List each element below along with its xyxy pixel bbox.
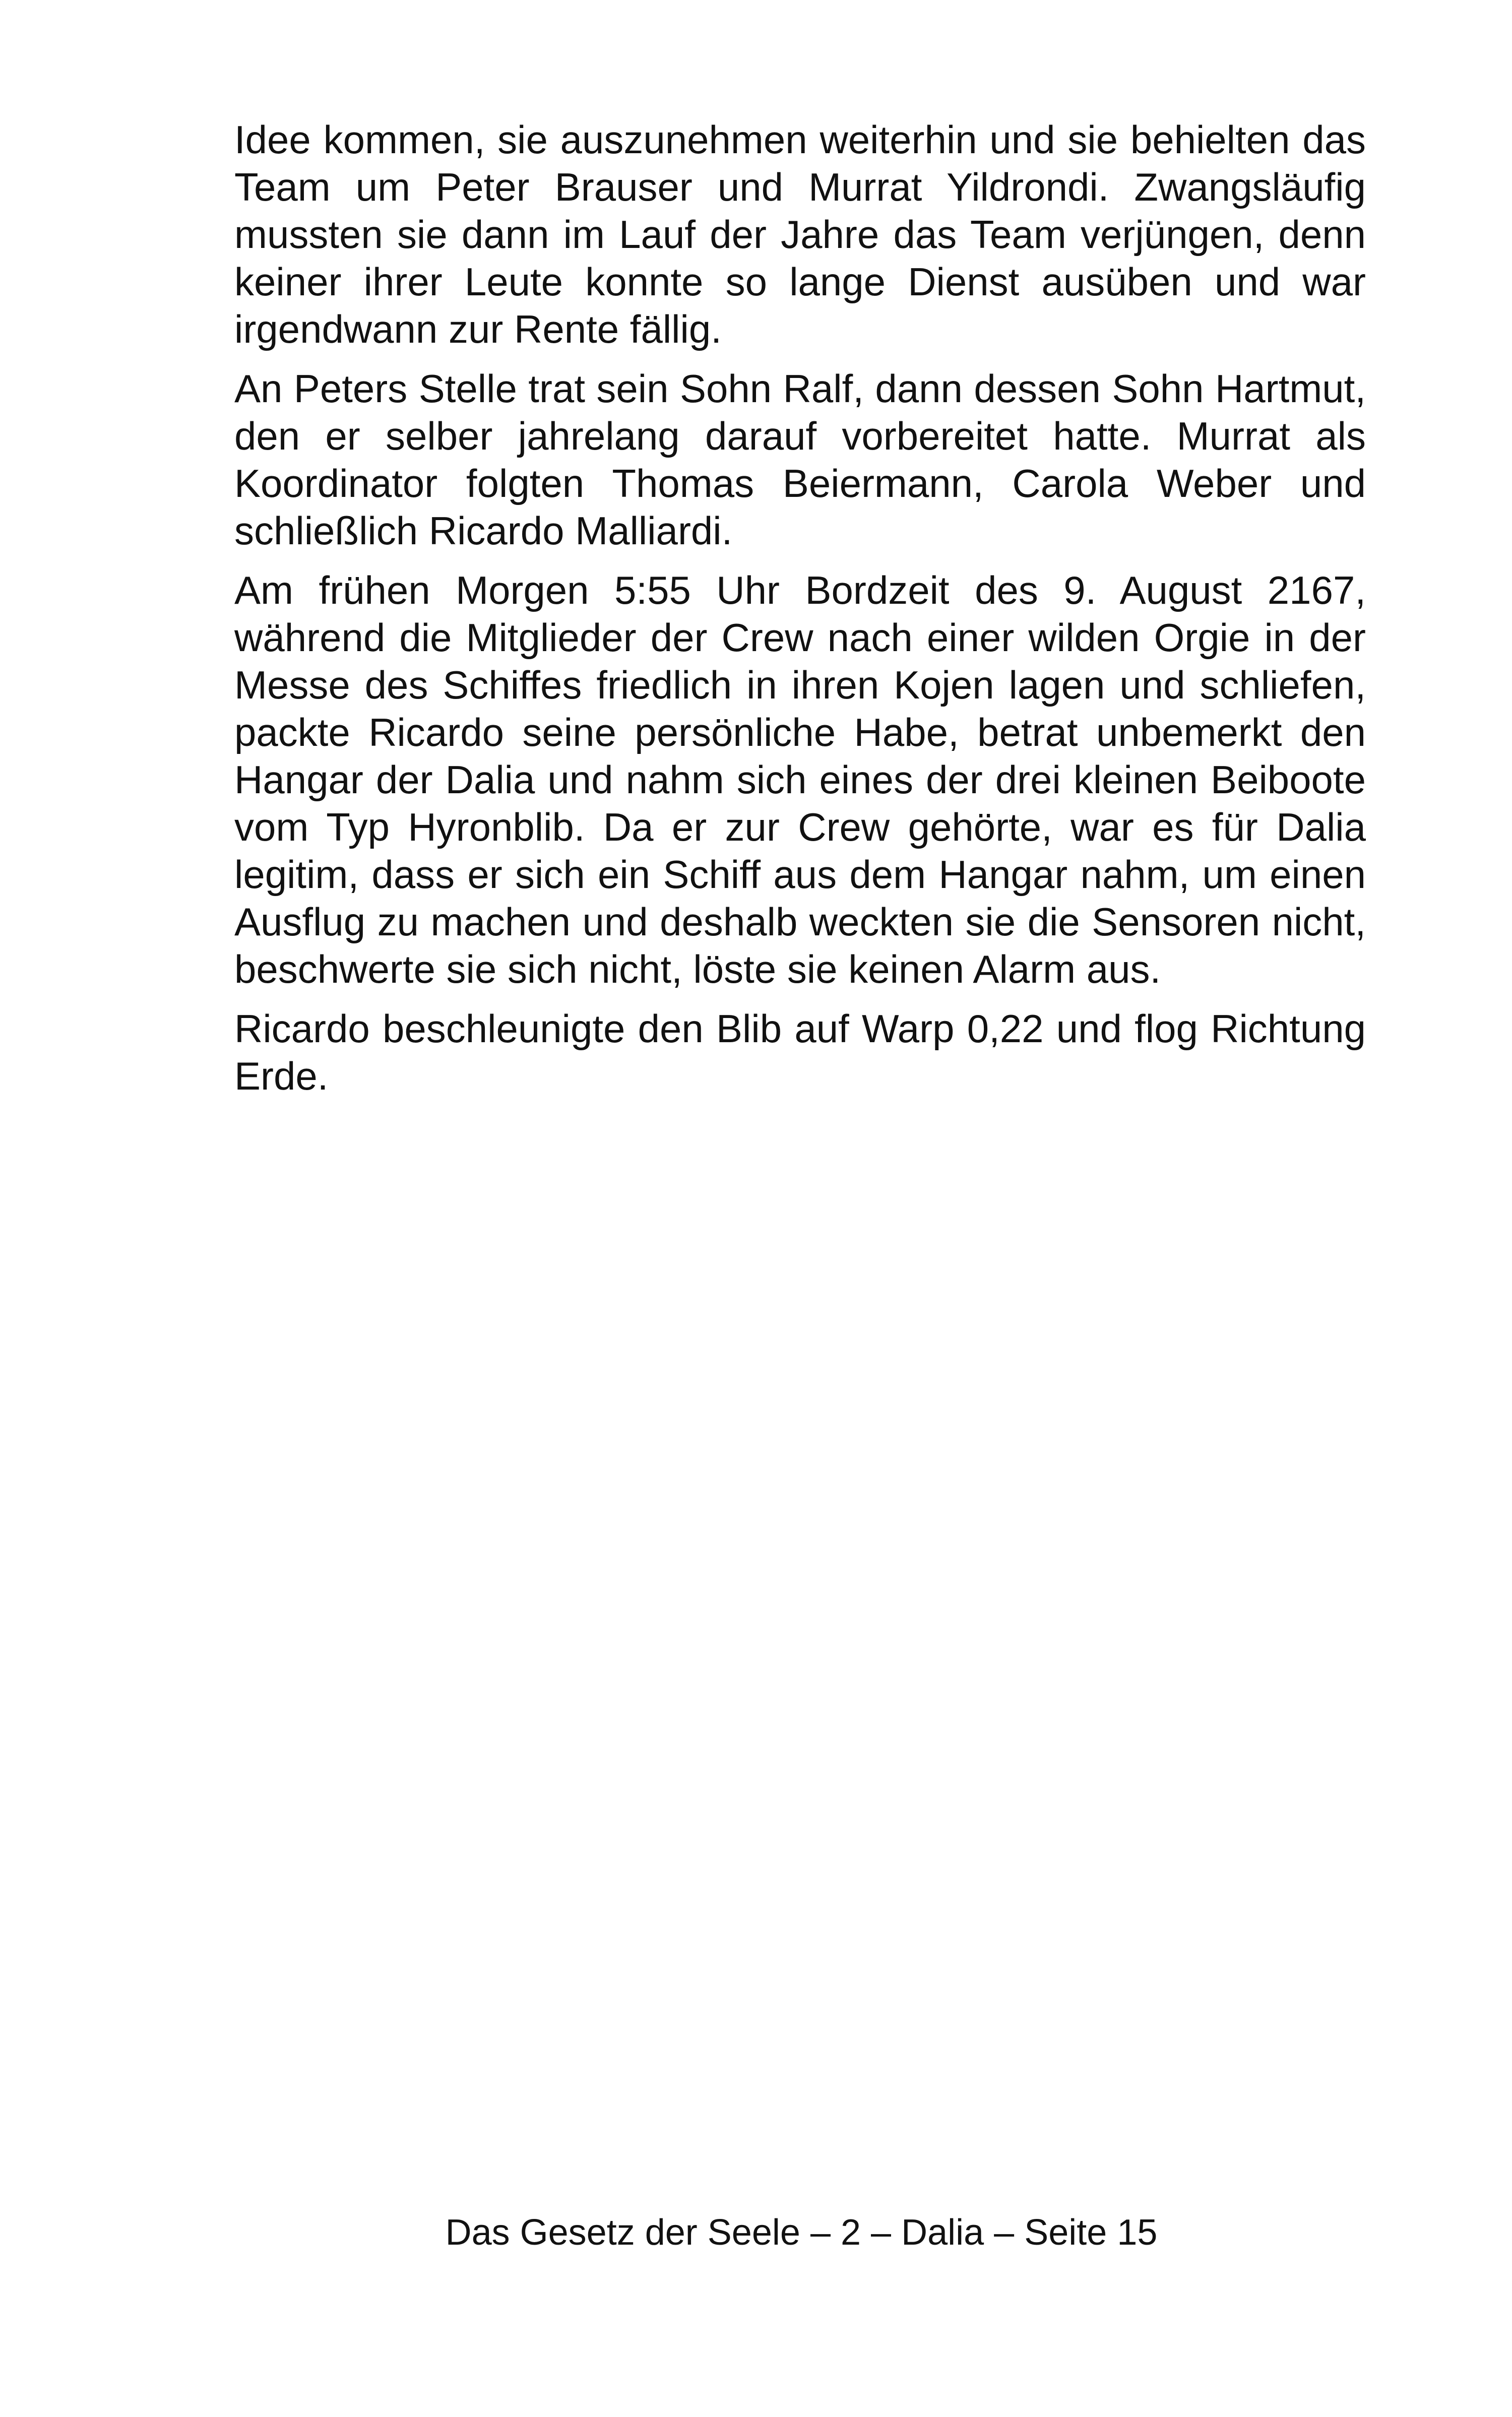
body-text — [234, 116, 1366, 1112]
paragraph-1: Idee kommen, sie auszunehmen weiterhin und sie behielten das Team um Peter Brauser und Murrat Yildrondi. Zwangsläufig mussten sie dann im Lauf der Jahre das Team verjüngen, denn keiner ihrer Leute konnte so lange Dienst ausüben und war irgendwann zur Rente fällig. — [234, 117, 1366, 351]
paragraph-3: Am frühen Morgen 5:55 Uhr Bordzeit des 9. August 2167, während die Mitglieder der Crew nach einer wilden Orgie in der Messe des Schiffes friedlich in ihren Kojen lagen und schliefen, packte Ricardo seine persönliche Habe, betrat unbemerkt den Hangar der Dalia und nahm sich eines der drei kleinen Beiboote vom Typ Hyronblib. Da er zur Crew gehörte, war es für Dalia legitim, dass er sich ein Schiff aus dem Hangar nahm, um einen Ausflug zu machen und deshalb weckten sie die Sensoren nicht, beschwerte sie sich nicht, löste sie keinen Alarm aus. — [234, 568, 1366, 991]
paragraph-2: An Peters Stelle trat sein Sohn Ralf, dann dessen Sohn Hartmut, den er selber jahrelang darauf vorbereitet hatte. Murrat als Koordinator folgten Thomas Beiermann, Carola Weber und schließlich Ricardo Malliardi. — [234, 366, 1366, 553]
paragraph-4: Ricardo beschleunigte den Blib auf Warp 0,22 und flog Richtung Erde. — [234, 1006, 1366, 1098]
page-footer: Das Gesetz der Seele – 2 – Dalia – Seite 15 — [445, 2212, 1158, 2253]
